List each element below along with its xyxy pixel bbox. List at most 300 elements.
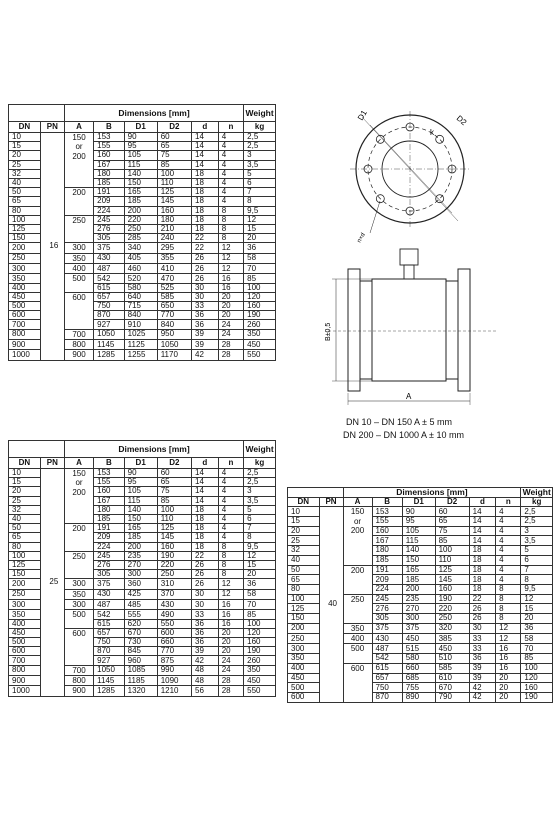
cell-n: 16: [218, 610, 243, 619]
cell-d2: 65: [157, 142, 191, 151]
cell-kg: 120: [521, 673, 553, 683]
cell-d1: 185: [124, 197, 157, 206]
table-row: [9, 133, 276, 142]
label-d1: D1: [355, 108, 369, 122]
cell-dn: 700: [9, 656, 41, 665]
cell-b: 430: [372, 634, 402, 644]
cell-d1: 90: [124, 133, 157, 142]
cell-n: 4: [218, 524, 243, 533]
cell-b: 180: [94, 505, 125, 514]
cell-d2: 525: [157, 283, 191, 292]
cell-a: 600: [64, 628, 93, 665]
cell-kg: 8: [244, 533, 276, 542]
cell-d1: 640: [124, 292, 157, 301]
label-nd: n×d: [356, 232, 367, 244]
cell-d: 18: [192, 206, 219, 215]
cell-d1: 485: [124, 600, 157, 610]
cell-d: 26: [192, 570, 219, 579]
cell-d1: 1085: [124, 665, 157, 675]
cell-d2: 100: [435, 546, 469, 556]
cell-kg: 85: [244, 274, 276, 283]
cell-d2: 770: [157, 311, 191, 320]
cell-d: 18: [192, 224, 219, 233]
flow-meter-drawing: [300, 105, 500, 405]
cell-b: 160: [94, 151, 125, 160]
cell-d2: 355: [157, 253, 191, 263]
header-b: B: [372, 497, 402, 507]
cell-d1: 115: [402, 536, 435, 546]
cell-d2: 110: [435, 555, 469, 565]
cell-dn: 65: [9, 533, 41, 542]
cell-dn: 250: [9, 253, 41, 263]
dimensions-table-pn25: [8, 440, 276, 697]
cell-kg: 2,5: [244, 478, 276, 487]
cell-d2: 660: [157, 638, 191, 647]
cell-d: 42: [469, 692, 495, 702]
cell-b: 155: [372, 517, 402, 527]
cell-b: 542: [94, 610, 125, 619]
cell-d: 22: [469, 594, 495, 604]
cell-d2: 75: [435, 526, 469, 536]
cell-b: 657: [94, 292, 125, 301]
cell-kg: 20: [521, 613, 553, 623]
cell-n: 20: [218, 292, 243, 301]
cell-d2: 60: [157, 469, 191, 478]
cell-kg: 190: [521, 692, 553, 702]
cell-d: 18: [469, 555, 495, 565]
cell-d1: 165: [402, 565, 435, 575]
cell-d1: 150: [124, 514, 157, 523]
cell-kg: 9,5: [244, 542, 276, 551]
cell-kg: 550: [244, 686, 276, 696]
cell-d1: 375: [402, 623, 435, 633]
cell-n: 28: [218, 686, 243, 696]
cell-n: 28: [218, 350, 243, 360]
cell-a: 400: [343, 634, 372, 644]
cell-dn: 50: [9, 524, 41, 533]
cell-d2: 65: [157, 478, 191, 487]
cell-d1: 200: [124, 206, 157, 215]
cell-b: 245: [94, 215, 125, 224]
cell-d1: 185: [124, 533, 157, 542]
header-pn: PN: [40, 458, 64, 469]
tolerance-note-large: DN 200 – DN 1000 A ± 10 mm: [343, 430, 464, 440]
cell-d1: 660: [402, 663, 435, 673]
cell-n: 8: [218, 234, 243, 243]
cell-d: 18: [192, 169, 219, 178]
cell-d: 18: [192, 188, 219, 197]
cell-a: 250: [343, 594, 372, 623]
cell-dn: 100: [9, 215, 41, 224]
cell-dn: 32: [9, 505, 41, 514]
cell-kg: 5: [244, 169, 276, 178]
cell-d2: 125: [435, 565, 469, 575]
cell-n: 4: [218, 188, 243, 197]
cell-d2: 160: [435, 584, 469, 594]
cell-kg: 100: [244, 283, 276, 292]
cell-dn: 20: [9, 151, 41, 160]
cell-d1: 845: [124, 647, 157, 656]
cell-d1: 105: [124, 487, 157, 496]
cell-n: 24: [218, 329, 243, 339]
cell-dn: 40: [288, 555, 320, 565]
cell-d2: 650: [157, 302, 191, 311]
cell-kg: 120: [244, 292, 276, 301]
cell-d1: 555: [124, 610, 157, 619]
header-d1: D1: [124, 458, 157, 469]
cell-d: 36: [192, 320, 219, 329]
cell-d2: 450: [435, 644, 469, 654]
cell-n: 4: [218, 514, 243, 523]
cell-d2: 145: [435, 575, 469, 585]
cell-b: 542: [94, 274, 125, 283]
cell-d1: 360: [124, 579, 157, 589]
cell-kg: 85: [244, 610, 276, 619]
cell-dn: 300: [288, 644, 320, 654]
cell-a: 300: [64, 243, 93, 253]
cell-d: 26: [192, 579, 219, 589]
cell-b: 750: [372, 683, 402, 693]
cell-d: 33: [469, 644, 495, 654]
cell-d: 33: [192, 302, 219, 311]
cell-b: 153: [94, 133, 125, 142]
cell-b: 542: [372, 654, 402, 664]
cell-a: 900: [64, 350, 93, 360]
cell-d: 39: [192, 329, 219, 339]
cell-b: 1145: [94, 676, 125, 686]
cell-kg: 36: [244, 579, 276, 589]
cell-b: 153: [94, 469, 125, 478]
cell-pn: 16: [40, 133, 64, 361]
cell-d: 42: [192, 350, 219, 360]
cell-a: 250: [64, 215, 93, 243]
cell-d: 18: [469, 565, 495, 575]
cell-n: 24: [218, 656, 243, 665]
cell-dn: 600: [288, 692, 320, 702]
cell-dn: 80: [9, 542, 41, 551]
cell-dn: 800: [9, 329, 41, 339]
cell-b: 615: [94, 619, 125, 628]
cell-d: 48: [192, 665, 219, 675]
cell-d: 18: [192, 197, 219, 206]
cell-d2: 110: [157, 178, 191, 187]
cell-dn: 100: [9, 551, 41, 560]
cell-d2: 490: [157, 610, 191, 619]
cell-d1: 200: [402, 584, 435, 594]
cell-n: 28: [218, 340, 243, 350]
header-a: A: [64, 122, 93, 133]
cell-d1: 235: [402, 594, 435, 604]
cell-d: 14: [192, 496, 219, 505]
cell-dn: 400: [9, 619, 41, 628]
cell-d1: 890: [402, 692, 435, 702]
cell-d2: 75: [157, 487, 191, 496]
cell-a: 600: [64, 292, 93, 329]
header-d: d: [192, 122, 219, 133]
cell-dn: 15: [9, 478, 41, 487]
cell-d1: 840: [124, 311, 157, 320]
cell-d2: 85: [435, 536, 469, 546]
cell-kg: 550: [244, 350, 276, 360]
cell-d1: 1255: [124, 350, 157, 360]
cell-dn: 125: [9, 560, 41, 569]
cell-d2: 125: [157, 524, 191, 533]
cell-kg: 15: [521, 604, 553, 614]
cell-d2: 875: [157, 656, 191, 665]
header-d2: D2: [435, 497, 469, 507]
cell-d2: 470: [157, 274, 191, 283]
cell-b: 167: [372, 536, 402, 546]
cell-d: 30: [192, 589, 219, 599]
cell-n: 8: [218, 551, 243, 560]
cell-d1: 90: [124, 469, 157, 478]
cell-kg: 100: [521, 663, 553, 673]
cell-d: 36: [192, 619, 219, 628]
cell-dn: 125: [288, 604, 320, 614]
cell-dn: 10: [288, 507, 320, 517]
header-a: A: [64, 458, 93, 469]
cell-kg: 3,5: [244, 496, 276, 505]
cell-dn: 15: [288, 517, 320, 527]
cell-d2: 100: [157, 169, 191, 178]
cell-n: 4: [218, 533, 243, 542]
cell-d2: 510: [435, 654, 469, 664]
cell-a: 150 or 200: [343, 507, 372, 565]
cell-dn: 65: [288, 575, 320, 585]
header-d2: D2: [157, 122, 191, 133]
cell-d1: 95: [124, 478, 157, 487]
cell-d1: 270: [402, 604, 435, 614]
cell-d: 14: [192, 142, 219, 151]
cell-d2: 210: [157, 224, 191, 233]
cell-d: 30: [192, 292, 219, 301]
cell-b: 615: [372, 663, 402, 673]
cell-dn: 600: [9, 311, 41, 320]
header-weight: Weight: [522, 487, 551, 498]
cell-kg: 450: [244, 676, 276, 686]
cell-d2: 160: [157, 206, 191, 215]
cell-n: 12: [496, 623, 521, 633]
cell-d2: 320: [435, 623, 469, 633]
cell-d: 18: [192, 533, 219, 542]
cell-d: 18: [469, 575, 495, 585]
cell-d: 39: [192, 340, 219, 350]
table-row: [9, 469, 276, 478]
cell-b: 185: [94, 178, 125, 187]
cell-n: 16: [218, 274, 243, 283]
cell-dn: 800: [9, 665, 41, 675]
cell-d: 14: [469, 536, 495, 546]
cell-d2: 1170: [157, 350, 191, 360]
cell-d1: 425: [124, 589, 157, 599]
cell-kg: 6: [521, 555, 553, 565]
cell-kg: 3: [244, 487, 276, 496]
cell-a: 500: [64, 610, 93, 628]
cell-d1: 730: [124, 638, 157, 647]
cell-d: 42: [469, 683, 495, 693]
cell-d2: 60: [435, 507, 469, 517]
cell-b: 167: [94, 496, 125, 505]
cell-d: 36: [192, 638, 219, 647]
cell-n: 8: [218, 570, 243, 579]
cell-kg: 2,5: [244, 133, 276, 142]
cell-d1: 685: [402, 673, 435, 683]
cell-n: 16: [496, 663, 521, 673]
cell-dn: 300: [9, 264, 41, 274]
cell-n: 20: [218, 647, 243, 656]
cell-kg: 350: [244, 665, 276, 675]
cell-dn: 250: [288, 634, 320, 644]
header-weight: Weight: [244, 105, 276, 122]
cell-n: 4: [218, 496, 243, 505]
cell-dn: 32: [288, 546, 320, 556]
cell-d1: 115: [124, 160, 157, 169]
cell-d1: 140: [124, 505, 157, 514]
cell-dn: 300: [9, 600, 41, 610]
cell-n: 20: [496, 673, 521, 683]
cell-d: 36: [469, 654, 495, 664]
cell-b: 180: [94, 169, 125, 178]
flange-front-view: [350, 111, 470, 233]
cell-b: 185: [372, 555, 402, 565]
cell-kg: 190: [244, 311, 276, 320]
cell-kg: 58: [244, 253, 276, 263]
cell-b: 1285: [94, 686, 125, 696]
header-n: n: [496, 497, 521, 507]
cell-b: 276: [94, 224, 125, 233]
cell-b: 276: [372, 604, 402, 614]
cell-d1: 620: [124, 619, 157, 628]
cell-d: 14: [469, 526, 495, 536]
cell-dn: 80: [288, 584, 320, 594]
cell-dn: 350: [9, 610, 41, 619]
cell-a: 350: [343, 623, 372, 633]
label-k: k: [430, 128, 434, 137]
cell-kg: 120: [244, 628, 276, 637]
cell-a: 350: [64, 253, 93, 263]
cell-d2: 585: [157, 292, 191, 301]
cell-kg: 350: [244, 329, 276, 339]
cell-n: 8: [496, 613, 521, 623]
cell-d: 56: [192, 686, 219, 696]
cell-kg: 2,5: [244, 469, 276, 478]
header-kg: kg: [244, 122, 276, 133]
cell-n: 4: [496, 565, 521, 575]
cell-dn: 50: [9, 188, 41, 197]
cell-a: 300: [64, 600, 93, 610]
cell-d1: 460: [124, 264, 157, 274]
cell-kg: 2,5: [521, 517, 553, 527]
cell-kg: 3: [521, 526, 553, 536]
cell-d: 26: [192, 274, 219, 283]
cell-a: 900: [64, 686, 93, 696]
header-blank: [288, 488, 344, 498]
cell-kg: 15: [244, 560, 276, 569]
cell-d2: 110: [157, 514, 191, 523]
cell-n: 8: [496, 604, 521, 614]
cell-d: 30: [192, 283, 219, 292]
cell-n: 8: [218, 206, 243, 215]
cell-b: 615: [94, 283, 125, 292]
cell-b: 245: [372, 594, 402, 604]
cell-dn: 80: [9, 206, 41, 215]
cell-dn: 50: [288, 565, 320, 575]
cell-kg: 12: [244, 215, 276, 224]
cell-d1: 1320: [124, 686, 157, 696]
cell-kg: 8: [521, 575, 553, 585]
header-pn: PN: [40, 122, 64, 133]
cell-d1: 185: [402, 575, 435, 585]
cell-b: 375: [94, 243, 125, 253]
cell-b: 430: [94, 253, 125, 263]
cell-b: 305: [372, 613, 402, 623]
cell-n: 12: [218, 589, 243, 599]
cell-kg: 5: [244, 505, 276, 514]
cell-kg: 260: [244, 656, 276, 665]
cell-d2: 160: [157, 542, 191, 551]
cell-dn: 1000: [9, 686, 41, 696]
cell-n: 4: [218, 142, 243, 151]
cell-kg: 58: [244, 589, 276, 599]
header-d2: D2: [157, 458, 191, 469]
cell-b: 870: [94, 311, 125, 320]
dimensions-table-pn40: [287, 487, 553, 703]
cell-d1: 220: [124, 215, 157, 224]
cell-n: 20: [218, 638, 243, 647]
cell-n: 4: [218, 487, 243, 496]
cell-d2: 990: [157, 665, 191, 675]
cell-kg: 70: [521, 644, 553, 654]
cell-d2: 60: [157, 133, 191, 142]
cell-d: 26: [192, 264, 219, 274]
cell-d2: 1050: [157, 340, 191, 350]
cell-b: 305: [94, 570, 125, 579]
cell-n: 8: [218, 224, 243, 233]
cell-dn: 200: [9, 579, 41, 589]
cell-dn: 500: [9, 302, 41, 311]
cell-n: 20: [218, 628, 243, 637]
cell-d1: 910: [124, 320, 157, 329]
cell-d1: 140: [124, 169, 157, 178]
cell-a: 400: [64, 264, 93, 274]
cell-d2: 75: [157, 151, 191, 160]
label-d2: D2: [454, 113, 469, 128]
cell-kg: 9,5: [521, 584, 553, 594]
cell-n: 24: [218, 320, 243, 329]
cell-d1: 200: [124, 542, 157, 551]
cell-b: 191: [94, 188, 125, 197]
cell-b: 927: [94, 320, 125, 329]
cell-kg: 160: [244, 638, 276, 647]
cell-n: 4: [218, 197, 243, 206]
cell-d: 26: [192, 253, 219, 263]
cell-b: 153: [372, 507, 402, 517]
cell-d: 18: [469, 584, 495, 594]
cell-n: 20: [218, 311, 243, 320]
cell-b: 870: [372, 692, 402, 702]
cell-dn: 450: [9, 628, 41, 637]
cell-kg: 9,5: [244, 206, 276, 215]
cell-dn: 900: [9, 676, 41, 686]
cell-d1: 140: [402, 546, 435, 556]
cell-d2: 840: [157, 320, 191, 329]
cell-d: 22: [192, 243, 219, 253]
cell-n: 4: [218, 469, 243, 478]
cell-b: 1145: [94, 340, 125, 350]
cell-d1: 150: [124, 178, 157, 187]
cell-dn: 25: [9, 160, 41, 169]
cell-d: 33: [469, 634, 495, 644]
